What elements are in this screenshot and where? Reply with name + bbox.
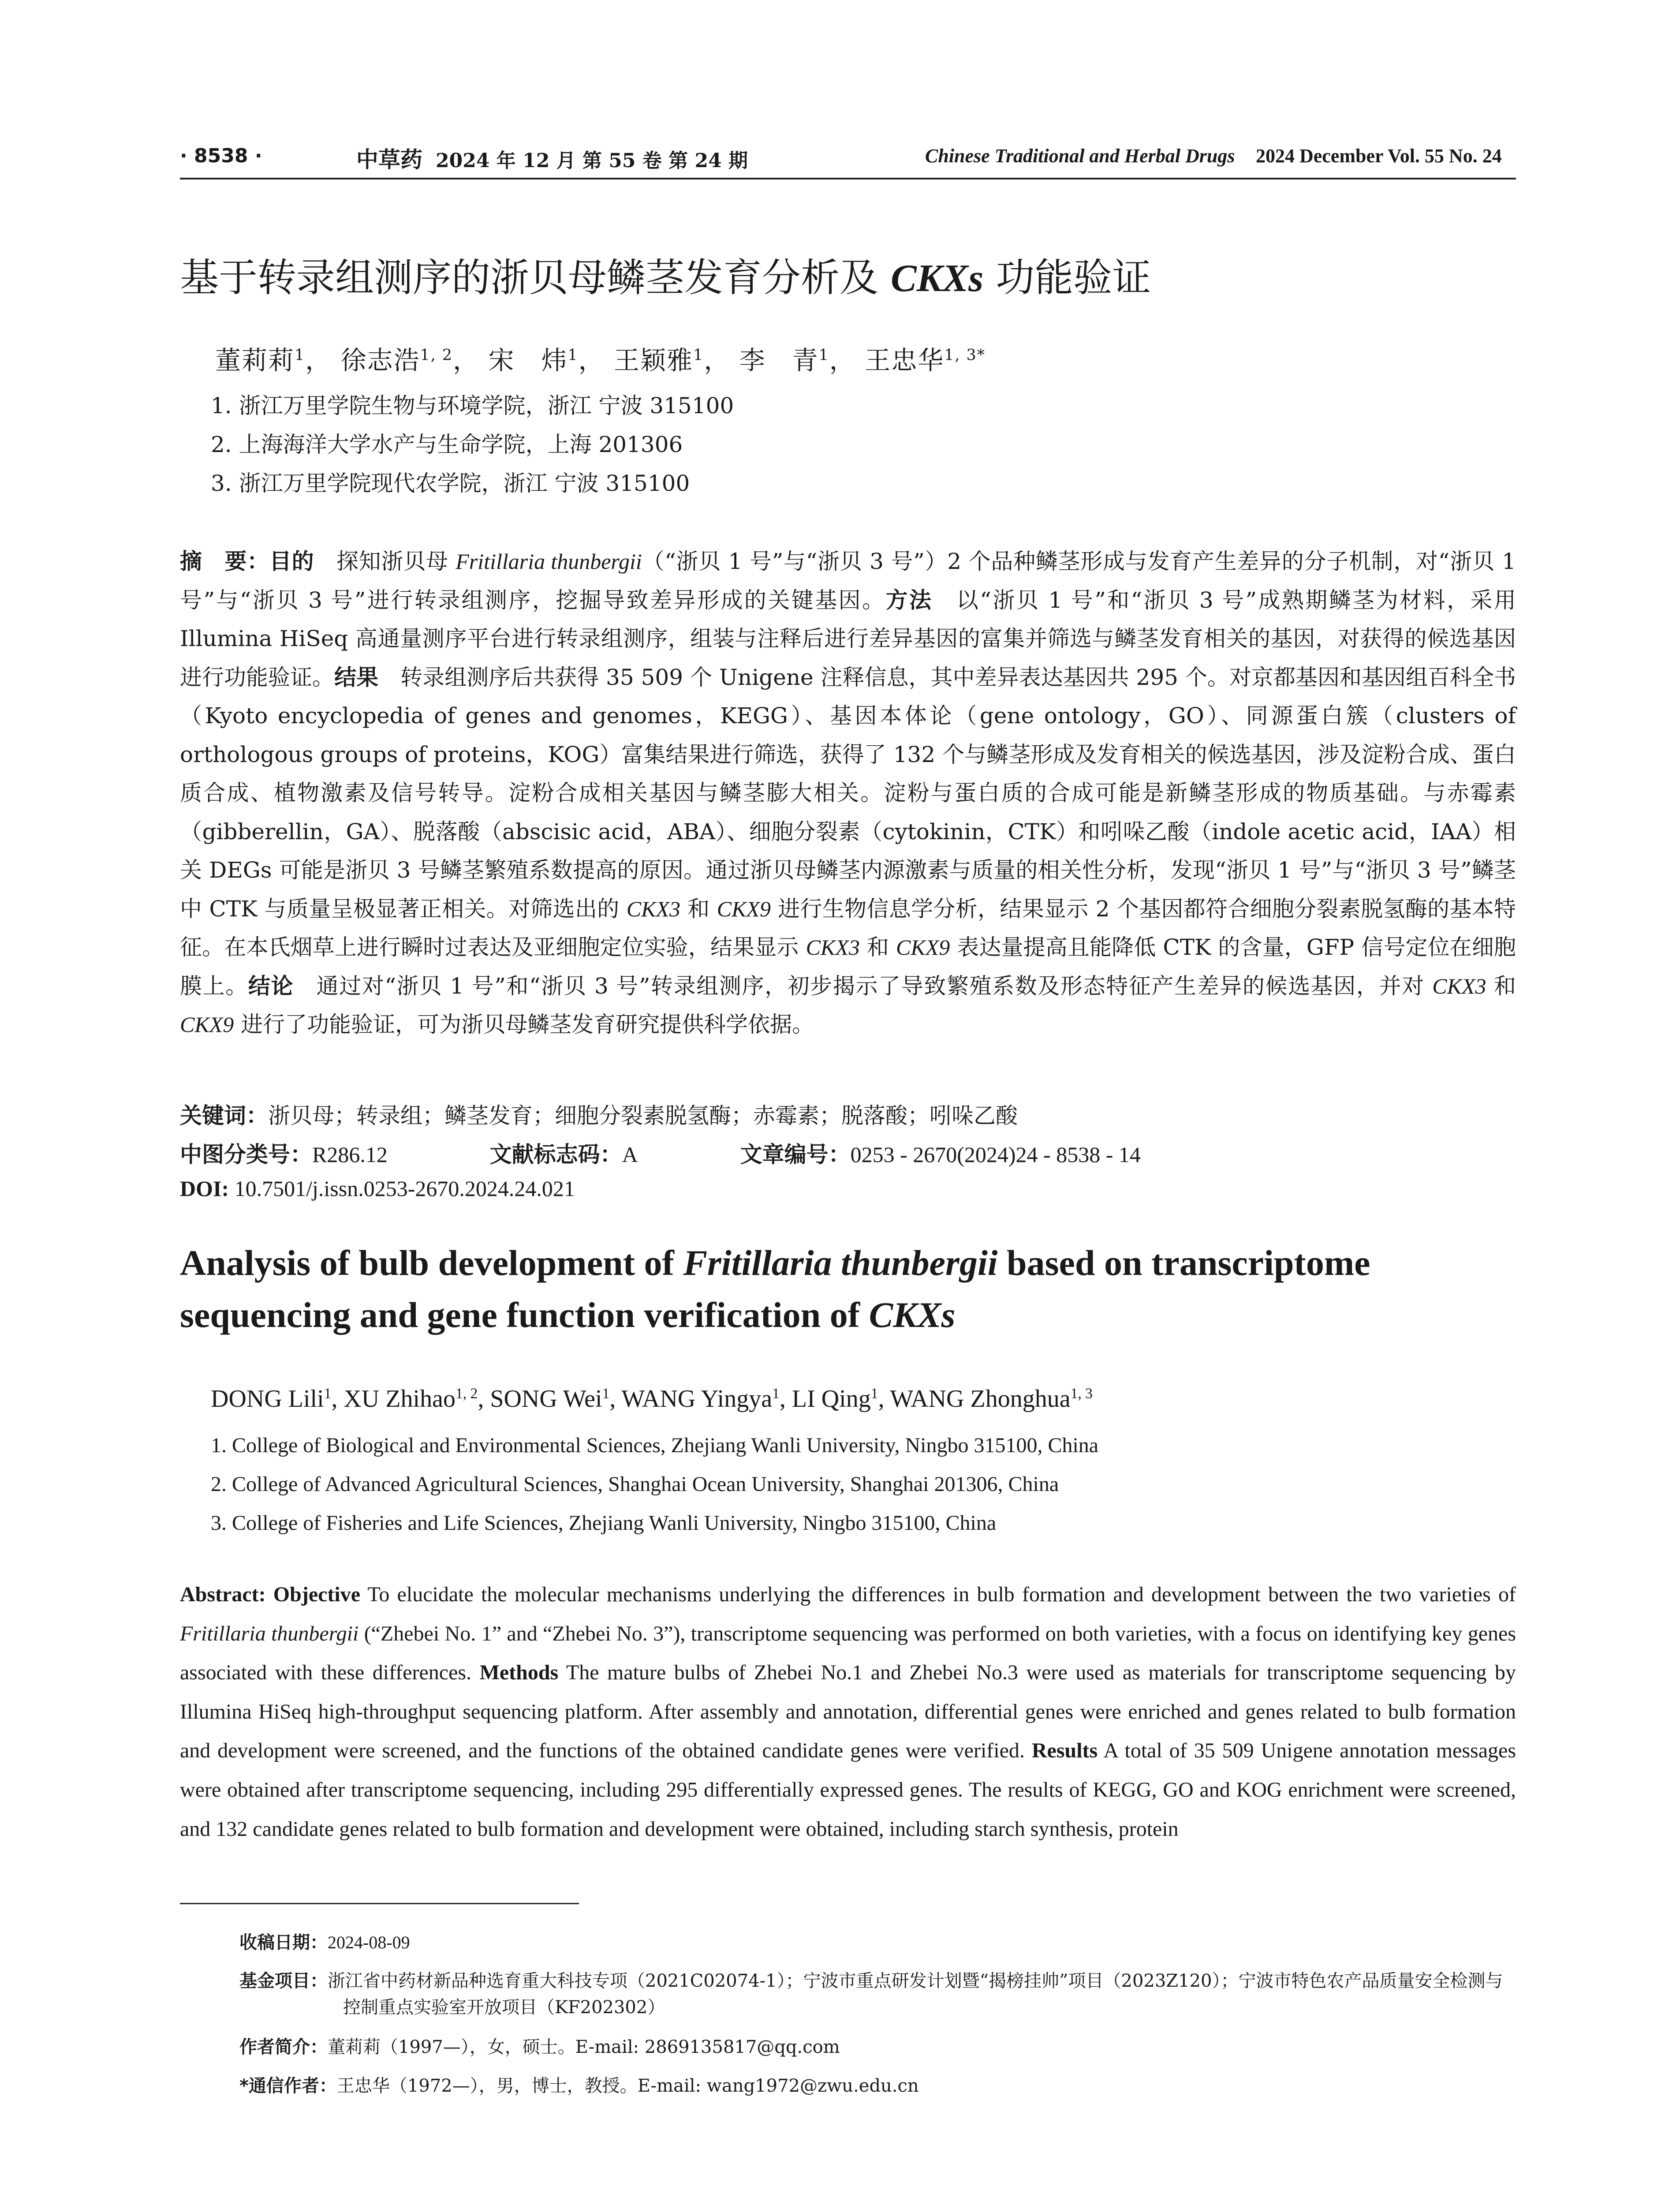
author-cn-sup: 1 bbox=[693, 346, 704, 364]
methods-label-cn: 方法 bbox=[885, 587, 933, 613]
doi-label: DOI: bbox=[180, 1176, 229, 1201]
title-en-gene: CKXs bbox=[869, 1295, 956, 1335]
author-cn-sup: 1 bbox=[295, 346, 306, 364]
abstract-cn-text: 和 bbox=[859, 934, 896, 960]
author-cn: 徐志浩 bbox=[340, 345, 420, 375]
doi-value[interactable]: 10.7501/j.issn.0253-2670.2024.24.021 bbox=[229, 1176, 575, 1201]
gene-name: CKX3 bbox=[806, 935, 860, 960]
abstract-cn bbox=[180, 542, 1516, 1044]
author-bio-label: 作者简介： bbox=[239, 2037, 328, 2057]
objective-label-cn: 目的 bbox=[269, 549, 314, 574]
author-en: LI Qing bbox=[791, 1385, 871, 1413]
author-en-sup: 1 bbox=[870, 1385, 878, 1402]
abstract-cn-text: 以“浙贝 1 号”和“浙贝 3 号”成熟期鳞茎为材料，采用 Illumina HiSeq 高通量测序平台进行转录组测序，组装与注释后进行差异基因的富集并筛选与鳞茎发育相关的基因，对获得的候选基因进行功能验证。 bbox=[180, 587, 1516, 690]
article-title-cn bbox=[180, 247, 1151, 303]
author-cn-sup: 1 bbox=[567, 346, 579, 364]
article-title-en bbox=[180, 1237, 1516, 1341]
abstract-en bbox=[180, 1575, 1516, 1849]
author-en: WANG Yingya bbox=[621, 1385, 773, 1413]
footnote-fund bbox=[239, 1968, 1516, 2021]
author-bio-value: 董莉莉（1997—），女，硕士。E-mail: 2869135817@qq.com bbox=[328, 2037, 840, 2057]
footnote-corresponding bbox=[239, 2073, 1516, 2099]
gene-name: CKX3 bbox=[1432, 973, 1486, 998]
abstract-cn-text: 表达量提高且能降低 CTK 的含量，GFP 信号定位在细胞膜上。 bbox=[180, 934, 1516, 999]
author-en-sup: 1, 3 bbox=[1070, 1385, 1093, 1402]
keywords-label: 关键词： bbox=[180, 1103, 268, 1129]
authors-en: DONG Lili$^1$, XU Zhihao$^{1, 2}$, SONG Wei$^1$, WANG Yingya$^1$, LI Qing$^1$, WANG Zhonghua$^{1, 3}$ bbox=[211, 1385, 1093, 1413]
title-en-species: Fritillaria thunbergii bbox=[683, 1243, 998, 1283]
author-cn-sup: 1, 3* bbox=[944, 346, 986, 364]
author-cn: 李 青 bbox=[739, 345, 819, 375]
abstract-cn-text: 和 bbox=[1486, 973, 1516, 999]
results-label-en: Results bbox=[1031, 1739, 1098, 1763]
page-number: · 8538 · bbox=[180, 145, 262, 167]
doc-code-label: 文献标志码： bbox=[489, 1142, 622, 1167]
author-en: SONG Wei bbox=[490, 1385, 602, 1413]
authors-cn: 董莉莉$^1$， 徐志浩$^{1, 2}$， 宋 炜$^1$， 王颖雅$^1$， 李 青$^1$， 王忠华$^{1, 3*}$ bbox=[215, 345, 986, 375]
article-number-label: 文章编号： bbox=[740, 1142, 851, 1167]
abstract-cn-text: 进行了功能验证，可为浙贝母鳞茎发育研究提供科学依据。 bbox=[234, 1012, 814, 1037]
affiliation-en: 3. College of Fisheries and Life Sciences, Zhejiang Wanli University, Ningbo 315100, China bbox=[211, 1511, 997, 1535]
affiliation-cn: 2. 上海海洋大学水产与生命学院，上海 201306 bbox=[211, 432, 683, 457]
received-value: 2024-08-09 bbox=[328, 1932, 410, 1952]
author-en-sup: 1 bbox=[602, 1385, 610, 1402]
methods-label-en: Methods bbox=[479, 1661, 559, 1685]
author-cn: 王颖雅 bbox=[614, 345, 694, 375]
species-name: Fritillaria thunbergii bbox=[180, 1622, 359, 1645]
abstract-en-text: The mature bulbs of Zhebei No.1 and Zhebei No.3 were used as materials for transcriptome sequencing by Illumina HiSeq high-throughput sequencing platform. After assembly and annotation, differential genes were enriched and genes related to bulb formation and development were screened, and the functions of the obtained candidate genes were verified. bbox=[180, 1661, 1516, 1763]
running-header bbox=[180, 140, 1516, 180]
abstract-cn-text: 转录组测序后共获得 35 509 个 Unigene 注释信息，其中差异表达基因共 295 个。对京都基因和基因组百科全书（Kyoto encyclopedia of genes and genomes，KEGG）、基因本体论（gene ontology，GO）、同源蛋白簇（clusters of orthologous groups of proteins，KOG）富集结果进行筛选，获得了 132 个与鳞茎形成及发育相关的候选基因，涉及淀粉合成、蛋白质合成、植物激素及信号转导。淀粉合成相关基因与鳞茎膨大相关。淀粉与蛋白质的合成可能是新鳞茎形成的物质基础。与赤霉素（gibberellin，GA）、脱落酸（abscisic acid，ABA）、细胞分裂素（cytokinin，CTK）和吲哚乙酸（indole acetic acid，IAA）相关 DEGs 可能是浙贝 3 号鳞茎繁殖系数提高的原因。通过浙贝母鳞茎内源激素与质量的相关性分析，发现“浙贝 1 号”与“浙贝 3 号”鳞茎中 CTK 与质量呈极显著正相关。对筛选出的 bbox=[180, 664, 1516, 922]
abstract-cn-text: 通过对“浙贝 1 号”和“浙贝 3 号”转录组测序，初步揭示了导致繁殖系数及形态特征产生差异的候选基因，并对 bbox=[294, 973, 1433, 999]
author-en-sup: 1 bbox=[324, 1385, 332, 1402]
abstract-en-label: Abstract: Objective bbox=[180, 1583, 361, 1606]
title-en-text: Analysis of bulb development of bbox=[180, 1243, 683, 1283]
clc-value: R286.12 bbox=[312, 1142, 388, 1167]
footnote-received bbox=[239, 1929, 1516, 1956]
affiliation-cn: 1. 浙江万里学院生物与环境学院，浙江 宁波 315100 bbox=[211, 393, 734, 419]
author-en-sup: 1, 2 bbox=[455, 1385, 478, 1402]
keywords-value: 浙贝母；转录组；鳞茎发育；细胞分裂素脱氢酶；赤霉素；脱落酸；吲哚乙酸 bbox=[268, 1103, 1018, 1129]
corresponding-value: 王忠华（1972—），男，博士，教授。E-mail: wang1972@zwu.edu.cn bbox=[336, 2076, 919, 2096]
abstract-cn-text: 探知浙贝母 bbox=[314, 549, 456, 574]
author-cn: 宋 炜 bbox=[488, 345, 568, 375]
affiliation-cn: 3. 浙江万里学院现代农学院，浙江 宁波 315100 bbox=[211, 471, 690, 496]
abstract-cn-label: 摘 要： bbox=[180, 549, 269, 574]
classification-line bbox=[180, 1137, 1141, 1169]
issue-cn: 2024 年 12 月 第 55 卷 第 24 期 bbox=[436, 149, 748, 172]
fund-label: 基金项目： bbox=[239, 1971, 328, 1991]
journal-name-en: Chinese Traditional and Herbal Drugs bbox=[925, 145, 1235, 167]
gene-name: CKX9 bbox=[896, 935, 950, 960]
doc-code-value: A bbox=[622, 1142, 638, 1167]
author-cn: 董莉莉 bbox=[215, 345, 295, 375]
corresponding-label: *通信作者： bbox=[239, 2076, 337, 2096]
abstract-en-text: A total of 35 509 Unigene annotation messages were obtained after transcriptome sequencing, including 295 differentially expressed genes. The results of KEGG, GO and KOG enrichment were screened, and 132 candidate genes related to bulb formation and development were obtained, including starch synthesis, protein bbox=[180, 1739, 1516, 1841]
author-cn-sup: 1 bbox=[818, 346, 829, 364]
title-cn-tail: 功能验证 bbox=[983, 255, 1151, 300]
footnote-author bbox=[239, 2034, 1516, 2060]
conclusion-label-cn: 结论 bbox=[248, 973, 294, 999]
received-label: 收稿日期： bbox=[239, 1932, 328, 1953]
header-rule bbox=[180, 178, 1516, 179]
author-cn-sup: 1, 2 bbox=[420, 346, 453, 364]
abstract-cn-text: 进行生物信息学分析，结果显示 2 个基因都符合细胞分裂素脱氢酶的基本特征。在本氏烟草上进行瞬时过表达及亚细胞定位实验，结果显示 bbox=[180, 896, 1516, 960]
author-en: XU Zhihao bbox=[343, 1385, 455, 1413]
author-en-sup: 1 bbox=[772, 1385, 780, 1402]
clc-label: 中图分类号： bbox=[180, 1142, 312, 1167]
keywords-cn bbox=[180, 1098, 1018, 1130]
abstract-en-text: To elucidate the molecular mechanisms underlying the differences in bulb formation and development between the two varieties of bbox=[360, 1583, 1516, 1606]
footnote-rule bbox=[180, 1903, 579, 1904]
title-cn-italic: CKXs bbox=[890, 257, 984, 300]
gene-name: CKX9 bbox=[180, 1012, 234, 1037]
affiliation-en: 1. College of Biological and Environmental Sciences, Zhejiang Wanli University, Ningbo 315100, China bbox=[211, 1434, 1099, 1457]
gene-name: CKX9 bbox=[717, 896, 771, 921]
results-label-cn: 结果 bbox=[334, 664, 379, 690]
author-en: WANG Zhonghua bbox=[890, 1385, 1071, 1413]
title-en-text: based on transcriptome sequencing and gene function verification of bbox=[180, 1243, 1370, 1335]
affiliation-en: 2. College of Advanced Agricultural Sciences, Shanghai Ocean University, Shanghai 201306, China bbox=[211, 1472, 1059, 1496]
author-en: DONG Lili bbox=[211, 1385, 324, 1413]
issue-en: 2024 December Vol. 55 No. 24 bbox=[1256, 145, 1502, 167]
abstract-en-text: (“Zhebei No. 1” and “Zhebei No. 3”), transcriptome sequencing was performed on both varieties, with a focus on identifying key genes associated with these differences. bbox=[180, 1622, 1516, 1685]
doi-line bbox=[180, 1176, 575, 1201]
species-name: Fritillaria thunbergii bbox=[455, 549, 642, 574]
author-cn: 王忠华 bbox=[865, 345, 945, 375]
journal-name-cn: 中草药 bbox=[356, 146, 422, 172]
article-number-value: 0253 - 2670(2024)24 - 8538 - 14 bbox=[850, 1142, 1141, 1167]
title-cn-main: 基于转录组测序的浙贝母鳞茎发育分析及 bbox=[180, 255, 891, 300]
gene-name: CKX3 bbox=[626, 896, 681, 921]
abstract-cn-text: （“浙贝 1 号”与“浙贝 3 号”）2 个品种鳞茎形成与发育产生差异的分子机制，对“浙贝 1 号”与“浙贝 3 号”进行转录组测序，挖掘导致差异形成的关键基因。 bbox=[180, 549, 1516, 613]
abstract-cn-text: 和 bbox=[680, 896, 717, 922]
fund-value: 浙江省中药材新品种选育重大科技专项（2021C02074-1）；宁波市重点研发计划暨“揭榜挂帅”项目（2023Z120）；宁波市特色农产品质量安全检测与控制重点实验室开放项目（KF202302） bbox=[328, 1971, 1503, 2018]
